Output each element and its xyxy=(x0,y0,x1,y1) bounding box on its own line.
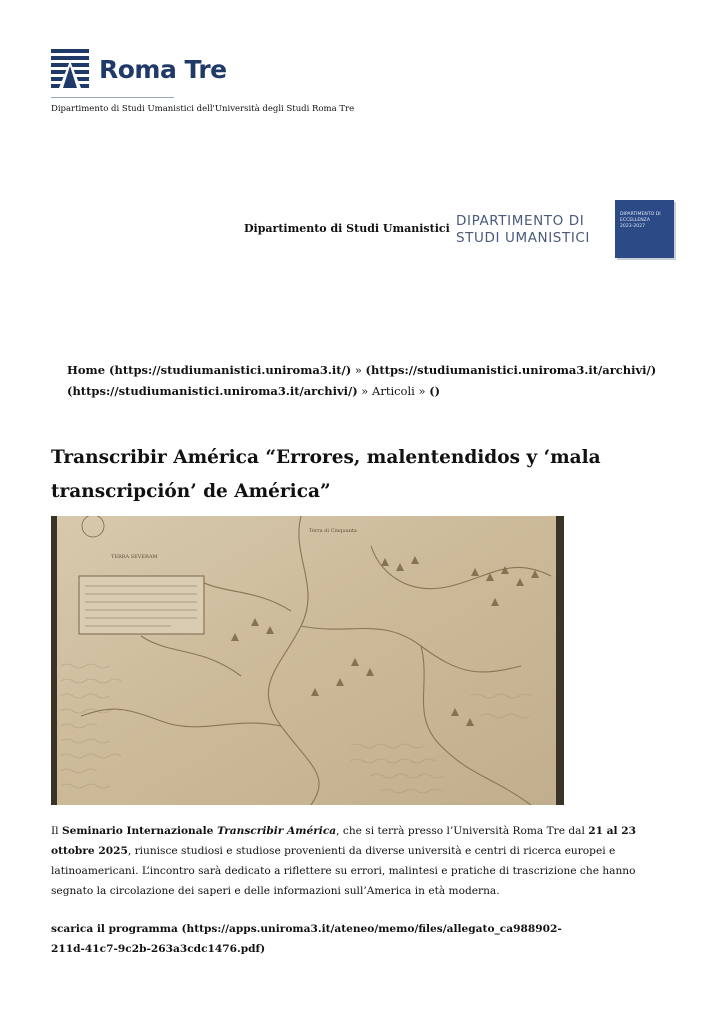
breadcrumb-articles-link[interactable]: Articoli xyxy=(372,384,415,398)
badge-line-1: DIPARTIMENTO DI xyxy=(620,212,661,217)
breadcrumb-current: () xyxy=(429,384,441,398)
breadcrumb-archive-link[interactable]: (https://studiumanistici.uniroma3.it/archivi/)(https://studiumanistici.uniroma3.it/archivi/) xyxy=(67,363,657,398)
seminar-dates: 21 al 23 ottobre 2025 xyxy=(51,825,636,857)
breadcrumb-separator: » xyxy=(357,384,373,398)
department-subtitle: Dipartimento di Studi Umanistici dell'Università degli Studi Roma Tre xyxy=(51,104,355,114)
badge-line-2: ECCELLENZA xyxy=(620,218,650,223)
download-program-link[interactable]: scarica il programma (https://apps.uniroma3.it/ateneo/memo/files/allegato_ca988902-211d-41c7-9c2b-263a3cdc1476.pdf) xyxy=(51,923,562,955)
article-title: Transcribir América “Errores, malentendidos y ‘mala transcripción’ de América” xyxy=(51,447,601,502)
body-text-segment: , riunisce studiosi e studiose provenienti da diverse università e centri di ricerca europei e latinoamericani. L’incontro sarà dedicato a riflettere su errori, malintesi e pratiche di trascrizione che hanno segnato la circolazione dei saperi e delle informazioni sull’America in età moderna. xyxy=(51,845,636,897)
map-label-sea: TERRA SEVERAM xyxy=(111,554,158,560)
breadcrumb-home-link[interactable]: Home (https://studiumanistici.uniroma3.it/) xyxy=(67,363,352,377)
body-text-segment: , che si terrà presso l’Università Roma Tre dal xyxy=(336,825,589,837)
breadcrumb xyxy=(67,360,677,402)
breadcrumb-separator: » xyxy=(351,363,366,377)
badge-line-3: 2023-2027 xyxy=(620,224,646,229)
excellence-badge xyxy=(615,200,674,258)
article-body xyxy=(51,821,681,901)
header-divider xyxy=(51,97,174,98)
body-text-segment: Il xyxy=(51,825,62,837)
department-logo[interactable] xyxy=(456,213,604,247)
roma-tre-logo-icon xyxy=(51,49,89,89)
logo-text: Roma Tre xyxy=(99,54,227,84)
department-name: Dipartimento di Studi Umanistici xyxy=(244,222,450,235)
department-logo-line-2: STUDI UMANISTICI xyxy=(456,230,591,246)
department-logo-line-1: DIPARTIMENTO DI xyxy=(456,213,585,229)
roma-tre-logo[interactable] xyxy=(51,49,227,89)
seminar-name: Transcribir América xyxy=(217,825,337,837)
map-label-land: Terra di Cinquanta xyxy=(309,528,357,534)
historic-map-image xyxy=(51,516,564,805)
body-bold-segment: Seminario Internazionale xyxy=(61,825,218,837)
breadcrumb-separator: » xyxy=(414,384,430,398)
